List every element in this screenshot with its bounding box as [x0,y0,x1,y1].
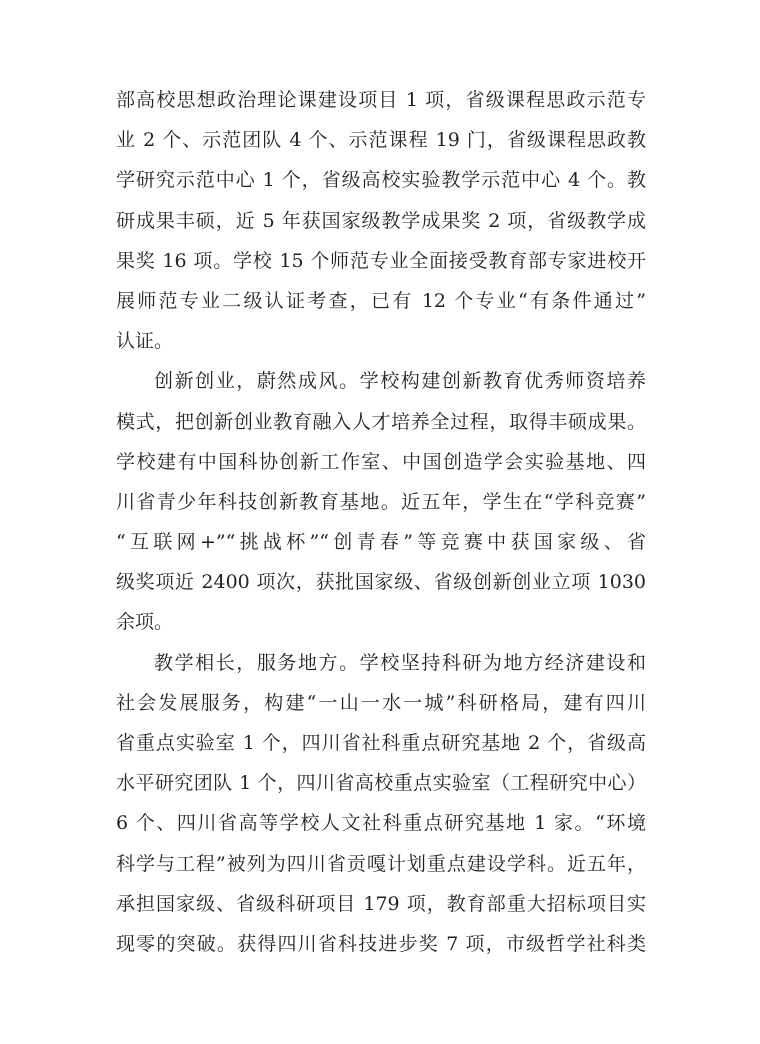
text-line: 果奖 16 项。学校 15 个师范专业全面接受教育部专家进校开 [116,249,646,272]
text-line: 学校建有中国科协创新工作室、中国创造学会实验基地、四 [116,450,646,473]
text-line: 模式，把创新创业教育融入人才培养全过程，取得丰硕成果。 [116,410,646,433]
text-line: “互联网+”“挑战杯”“创青春”等竞赛中获国家级、省 [116,531,646,554]
paragraph-innovation [116,361,646,642]
text-line: 创新创业，蔚然成风。学校构建创新教育优秀师资培养 [154,370,646,393]
text-line: 现零的突破。获得四川省科技进步奖 7 项，市级哲学社科类 [116,932,646,955]
text-line: 省重点实验室 1 个，四川省社科重点研究基地 2 个，省级高 [116,732,646,754]
text-line: 展师范专业二级认证考查，已有 12 个专业“有条件通过” [116,289,646,312]
body-text [116,80,646,964]
text-line: 业 2 个、示范团队 4 个、示范课程 19 门，省级课程思政教 [116,129,646,152]
text-line: 研成果丰硕，近 5 年获国家级教学成果奖 2 项，省级教学成 [116,209,646,232]
text-line: 承担国家级、省级科研项目 179 项，教育部重大招标项目实 [116,892,646,915]
text-line: 社会发展服务，构建“一山一水一城”科研格局，建有四川 [116,691,646,714]
text-line: 川省青少年科技创新教育基地。近五年，学生在“学科竞赛” [116,490,646,513]
text-line: 水平研究团队 1 个，四川省高校重点实验室（工程研究中心） [116,772,646,795]
text-line: 学研究示范中心 1 个，省级高校实验教学示范中心 4 个。教 [116,169,646,192]
text-line: 教学相长，服务地方。学校坚持科研为地方经济建设和 [154,651,646,674]
text-line: 余项。 [116,611,174,634]
text-line: 认证。 [116,330,174,353]
paragraph-teaching-reform [116,80,646,361]
text-line: 6 个、四川省高等学校人文社科重点研究基地 1 家。“环境 [116,812,646,835]
text-line: 部高校思想政治理论课建设项目 1 项，省级课程思政示范专 [116,89,646,111]
text-line: 科学与工程”被列为四川省贡嘎计划重点建设学科。近五年， [116,852,646,875]
text-line: 级奖项近 2400 项次，获批国家级、省级创新创业立项 1030 [116,571,646,594]
paragraph-local-service [116,643,646,965]
